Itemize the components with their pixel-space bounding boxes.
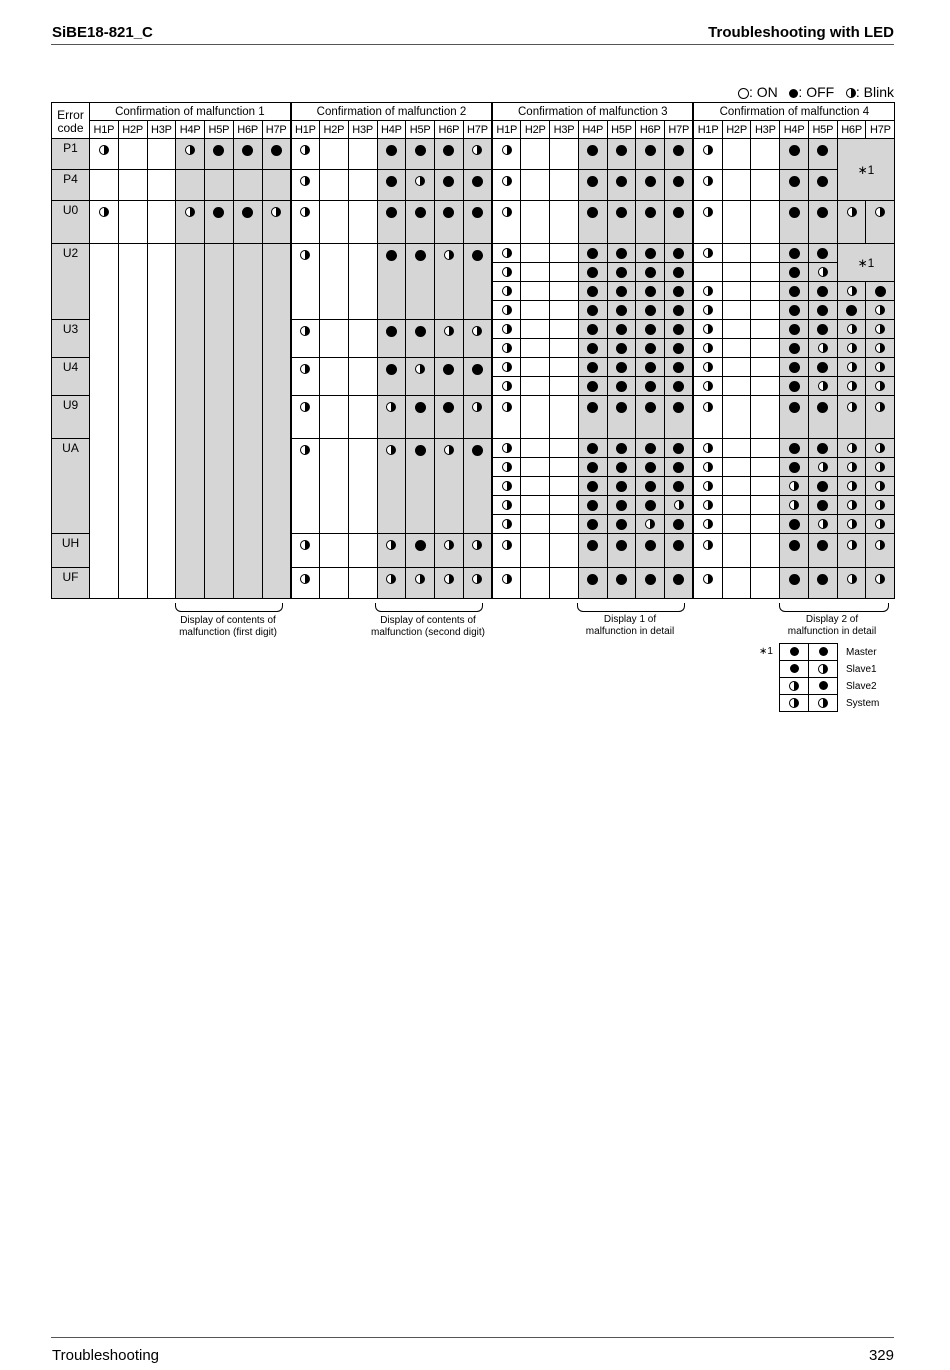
table-row: U2 ∗1 — [52, 244, 895, 263]
legend-off: : OFF — [798, 84, 835, 100]
error-code-header: Error code — [52, 103, 90, 139]
brace-4 — [779, 603, 889, 612]
group-header-1: Confirmation of malfunction 1 — [90, 103, 291, 121]
footnote-mark: ∗1 — [759, 646, 773, 657]
brace-3 — [577, 603, 685, 612]
header-rule — [51, 44, 894, 45]
list-item: System — [780, 695, 907, 712]
list-item: Slave2 — [780, 678, 907, 695]
legend-blink: : Blink — [855, 84, 894, 100]
table-row: UH — [52, 534, 895, 568]
page-number: 329 — [868, 1347, 894, 1364]
footer-section: Troubleshooting — [52, 1347, 160, 1364]
footer-rule — [51, 1337, 894, 1338]
doc-id: SiBE18-821_C — [52, 24, 153, 41]
blink-symbol-icon — [846, 88, 856, 98]
led-header-row: H1P H2P H3P H4P H5P H6P H7P H1P H2P H3P H4P H5P H6P H7P H1P H2P H3P H4P H5P H6P H7P H1P H2P H3P H4P H5P H6P H7P — [52, 121, 895, 139]
table-row: U0 — [52, 201, 895, 244]
table-row: U9 — [52, 396, 895, 439]
caption-3: Display 1 of malfunction in detail — [585, 614, 675, 637]
legend — [738, 84, 894, 100]
table-row: U3 — [52, 320, 895, 339]
caption-2: Display of contents of malfunction (second digit) — [371, 615, 485, 638]
table-row: P1 ∗1 — [52, 139, 895, 170]
group-header-3: Confirmation of malfunction 3 — [492, 103, 693, 121]
caption-4: Display 2 of malfunction in detail — [787, 614, 877, 637]
table-row: UF — [52, 568, 895, 599]
footnote-table — [779, 643, 907, 712]
table-row: U4 — [52, 358, 895, 377]
brace-1 — [175, 603, 283, 612]
caption-1: Display of contents of malfunction (first digit) — [179, 615, 277, 638]
on-symbol-icon — [738, 88, 749, 99]
legend-on: : ON — [748, 84, 778, 100]
brace-2 — [375, 603, 483, 612]
list-item: Master — [780, 644, 907, 661]
led-troubleshooting-table — [51, 102, 895, 599]
section-title: Troubleshooting with LED — [708, 24, 894, 41]
list-item: Slave1 — [780, 661, 907, 678]
table-row: P4 — [52, 170, 895, 201]
table-row: UA — [52, 439, 895, 458]
group-header-2: Confirmation of malfunction 2 — [291, 103, 492, 121]
group-header-4: Confirmation of malfunction 4 — [693, 103, 894, 121]
